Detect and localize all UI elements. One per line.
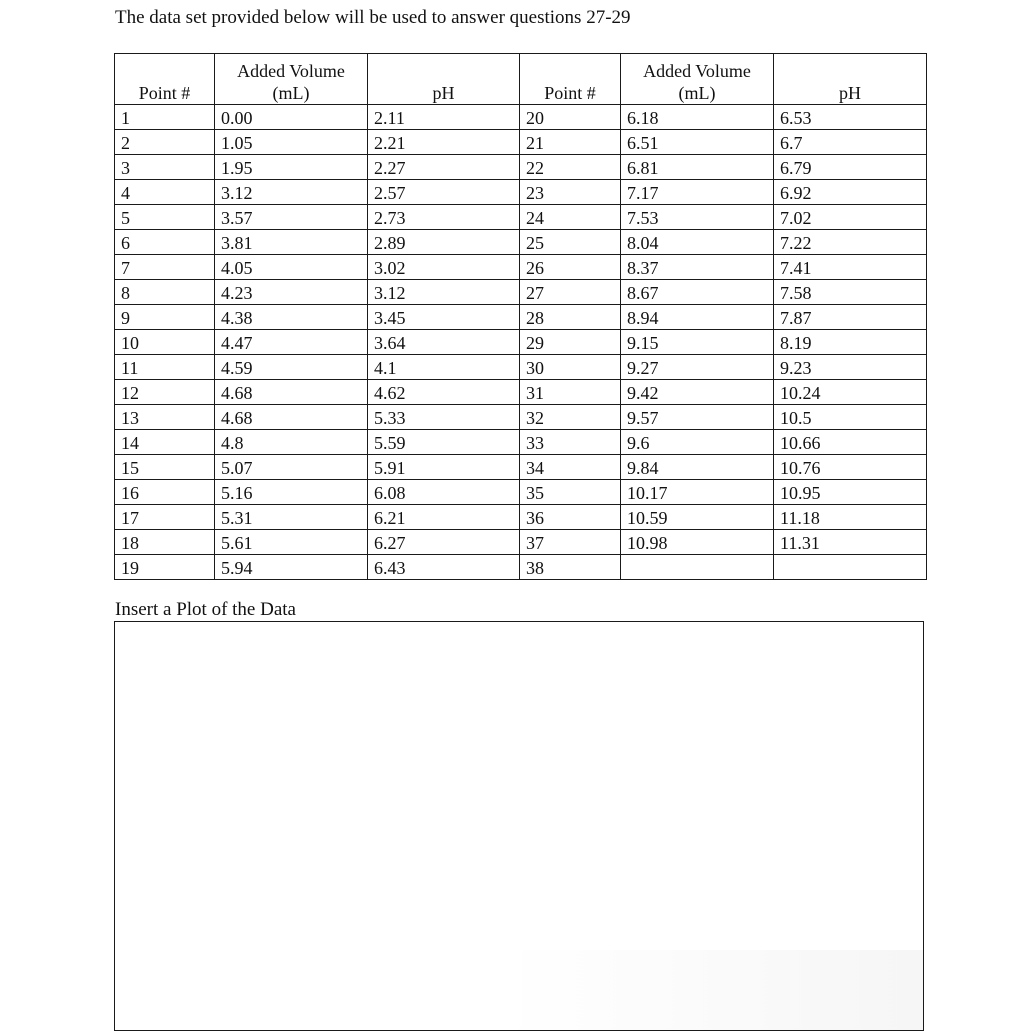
cell-point-left: 9: [115, 305, 215, 330]
cell-ph-right: 10.5: [774, 405, 927, 430]
cell-ph-left: 4.1: [368, 355, 520, 380]
cell-volume-left: 4.38: [215, 305, 368, 330]
header-volume-right: Added Volume (mL): [621, 54, 774, 105]
cell-point-right: 21: [520, 130, 621, 155]
cell-ph-right: 7.87: [774, 305, 927, 330]
cell-volume-right: 6.51: [621, 130, 774, 155]
cell-ph-left: 2.11: [368, 105, 520, 130]
cell-volume-right: 9.6: [621, 430, 774, 455]
cell-volume-left: 1.05: [215, 130, 368, 155]
cell-ph-right: [774, 555, 927, 580]
cell-volume-right: 9.15: [621, 330, 774, 355]
cell-volume-left: 4.59: [215, 355, 368, 380]
cell-volume-right: 9.84: [621, 455, 774, 480]
cell-volume-right: 10.98: [621, 530, 774, 555]
cell-ph-left: 5.33: [368, 405, 520, 430]
cell-volume-left: 1.95: [215, 155, 368, 180]
table-row: [115, 530, 927, 555]
cell-point-left: 17: [115, 505, 215, 530]
cell-volume-left: 3.57: [215, 205, 368, 230]
cell-ph-right: 10.66: [774, 430, 927, 455]
cell-volume-left: 4.47: [215, 330, 368, 355]
cell-point-right: 33: [520, 430, 621, 455]
cell-volume-left: 4.68: [215, 405, 368, 430]
cell-ph-right: 7.22: [774, 230, 927, 255]
cell-point-right: 30: [520, 355, 621, 380]
cell-volume-right: 6.81: [621, 155, 774, 180]
table-row: [115, 355, 927, 380]
cell-ph-left: 5.91: [368, 455, 520, 480]
titration-data-table: [114, 53, 927, 580]
cell-point-right: 36: [520, 505, 621, 530]
cell-ph-left: 3.02: [368, 255, 520, 280]
cell-point-right: 24: [520, 205, 621, 230]
cell-point-left: 19: [115, 555, 215, 580]
table-row: [115, 430, 927, 455]
cell-volume-right: 7.17: [621, 180, 774, 205]
table-row: [115, 380, 927, 405]
cell-point-left: 6: [115, 230, 215, 255]
cell-volume-left: 5.31: [215, 505, 368, 530]
cell-volume-right: 9.27: [621, 355, 774, 380]
cell-ph-right: 6.53: [774, 105, 927, 130]
cell-point-left: 1: [115, 105, 215, 130]
table-row: [115, 505, 927, 530]
cell-point-right: 34: [520, 455, 621, 480]
table-body: [115, 105, 927, 580]
cell-ph-right: 9.23: [774, 355, 927, 380]
cell-point-right: 26: [520, 255, 621, 280]
cell-point-left: 4: [115, 180, 215, 205]
cell-volume-right: 9.57: [621, 405, 774, 430]
cell-volume-right: 9.42: [621, 380, 774, 405]
cell-point-left: 3: [115, 155, 215, 180]
cell-ph-left: 2.73: [368, 205, 520, 230]
cell-volume-right: 8.04: [621, 230, 774, 255]
cell-point-left: 5: [115, 205, 215, 230]
cell-point-right: 25: [520, 230, 621, 255]
plot-label: Insert a Plot of the Data: [115, 599, 296, 620]
cell-point-right: 23: [520, 180, 621, 205]
plot-insert-area[interactable]: [114, 621, 924, 1031]
cell-volume-left: 4.23: [215, 280, 368, 305]
cell-ph-right: 10.95: [774, 480, 927, 505]
cell-volume-left: 5.16: [215, 480, 368, 505]
cell-volume-left: 5.07: [215, 455, 368, 480]
cell-point-left: 16: [115, 480, 215, 505]
cell-point-left: 10: [115, 330, 215, 355]
cell-ph-right: 6.92: [774, 180, 927, 205]
cell-volume-left: 3.12: [215, 180, 368, 205]
cell-point-right: 38: [520, 555, 621, 580]
table-row: [115, 480, 927, 505]
cell-volume-left: 4.68: [215, 380, 368, 405]
cell-volume-right: 8.37: [621, 255, 774, 280]
cell-ph-left: 6.43: [368, 555, 520, 580]
cell-ph-left: 6.08: [368, 480, 520, 505]
cell-volume-right: 10.17: [621, 480, 774, 505]
cell-volume-left: 5.61: [215, 530, 368, 555]
cell-point-right: 37: [520, 530, 621, 555]
cell-point-left: 15: [115, 455, 215, 480]
cell-point-right: 28: [520, 305, 621, 330]
cell-point-right: 22: [520, 155, 621, 180]
cell-point-left: 13: [115, 405, 215, 430]
cell-ph-right: 6.7: [774, 130, 927, 155]
scan-shadow: [503, 950, 923, 1030]
cell-ph-right: 11.18: [774, 505, 927, 530]
table-row: [115, 255, 927, 280]
header-volume-left: Added Volume (mL): [215, 54, 368, 105]
cell-ph-left: 2.89: [368, 230, 520, 255]
cell-volume-left: 4.8: [215, 430, 368, 455]
table-row: [115, 230, 927, 255]
cell-volume-left: 0.00: [215, 105, 368, 130]
table-row: [115, 130, 927, 155]
cell-point-right: 29: [520, 330, 621, 355]
cell-volume-right: 8.94: [621, 305, 774, 330]
table-row: [115, 105, 927, 130]
cell-point-right: 31: [520, 380, 621, 405]
cell-ph-right: 7.02: [774, 205, 927, 230]
table-row: [115, 205, 927, 230]
cell-volume-right: 7.53: [621, 205, 774, 230]
cell-point-right: 20: [520, 105, 621, 130]
cell-point-left: 7: [115, 255, 215, 280]
table-row: [115, 455, 927, 480]
header-point-right: Point #: [520, 54, 621, 105]
cell-ph-right: 11.31: [774, 530, 927, 555]
cell-volume-right: 8.67: [621, 280, 774, 305]
cell-ph-left: 3.45: [368, 305, 520, 330]
cell-volume-right: 6.18: [621, 105, 774, 130]
cell-point-left: 12: [115, 380, 215, 405]
table-row: [115, 555, 927, 580]
cell-ph-left: 2.21: [368, 130, 520, 155]
cell-ph-right: 7.41: [774, 255, 927, 280]
cell-point-left: 2: [115, 130, 215, 155]
table-row: [115, 155, 927, 180]
header-ph-right: pH: [774, 54, 927, 105]
cell-point-right: 35: [520, 480, 621, 505]
cell-point-left: 14: [115, 430, 215, 455]
cell-volume-left: 4.05: [215, 255, 368, 280]
cell-volume-left: 5.94: [215, 555, 368, 580]
table-row: [115, 180, 927, 205]
cell-point-left: 11: [115, 355, 215, 380]
cell-ph-right: 10.24: [774, 380, 927, 405]
cell-volume-left: 3.81: [215, 230, 368, 255]
table-row: [115, 305, 927, 330]
cell-ph-left: 3.12: [368, 280, 520, 305]
cell-ph-left: 2.57: [368, 180, 520, 205]
cell-ph-left: 5.59: [368, 430, 520, 455]
cell-ph-left: 3.64: [368, 330, 520, 355]
cell-ph-right: 8.19: [774, 330, 927, 355]
cell-point-left: 8: [115, 280, 215, 305]
cell-ph-left: 4.62: [368, 380, 520, 405]
cell-ph-left: 2.27: [368, 155, 520, 180]
cell-ph-right: 7.58: [774, 280, 927, 305]
cell-volume-right: 10.59: [621, 505, 774, 530]
cell-ph-right: 10.76: [774, 455, 927, 480]
header-point-left: Point #: [115, 54, 215, 105]
cell-ph-right: 6.79: [774, 155, 927, 180]
table-row: [115, 330, 927, 355]
cell-point-right: 32: [520, 405, 621, 430]
table-row: [115, 280, 927, 305]
intro-text: The data set provided below will be used to answer questions 27-29: [115, 7, 631, 28]
cell-volume-right: [621, 555, 774, 580]
cell-ph-left: 6.27: [368, 530, 520, 555]
cell-point-right: 27: [520, 280, 621, 305]
cell-ph-left: 6.21: [368, 505, 520, 530]
header-ph-left: pH: [368, 54, 520, 105]
cell-point-left: 18: [115, 530, 215, 555]
table-row: [115, 405, 927, 430]
table-header-row: [115, 54, 927, 105]
